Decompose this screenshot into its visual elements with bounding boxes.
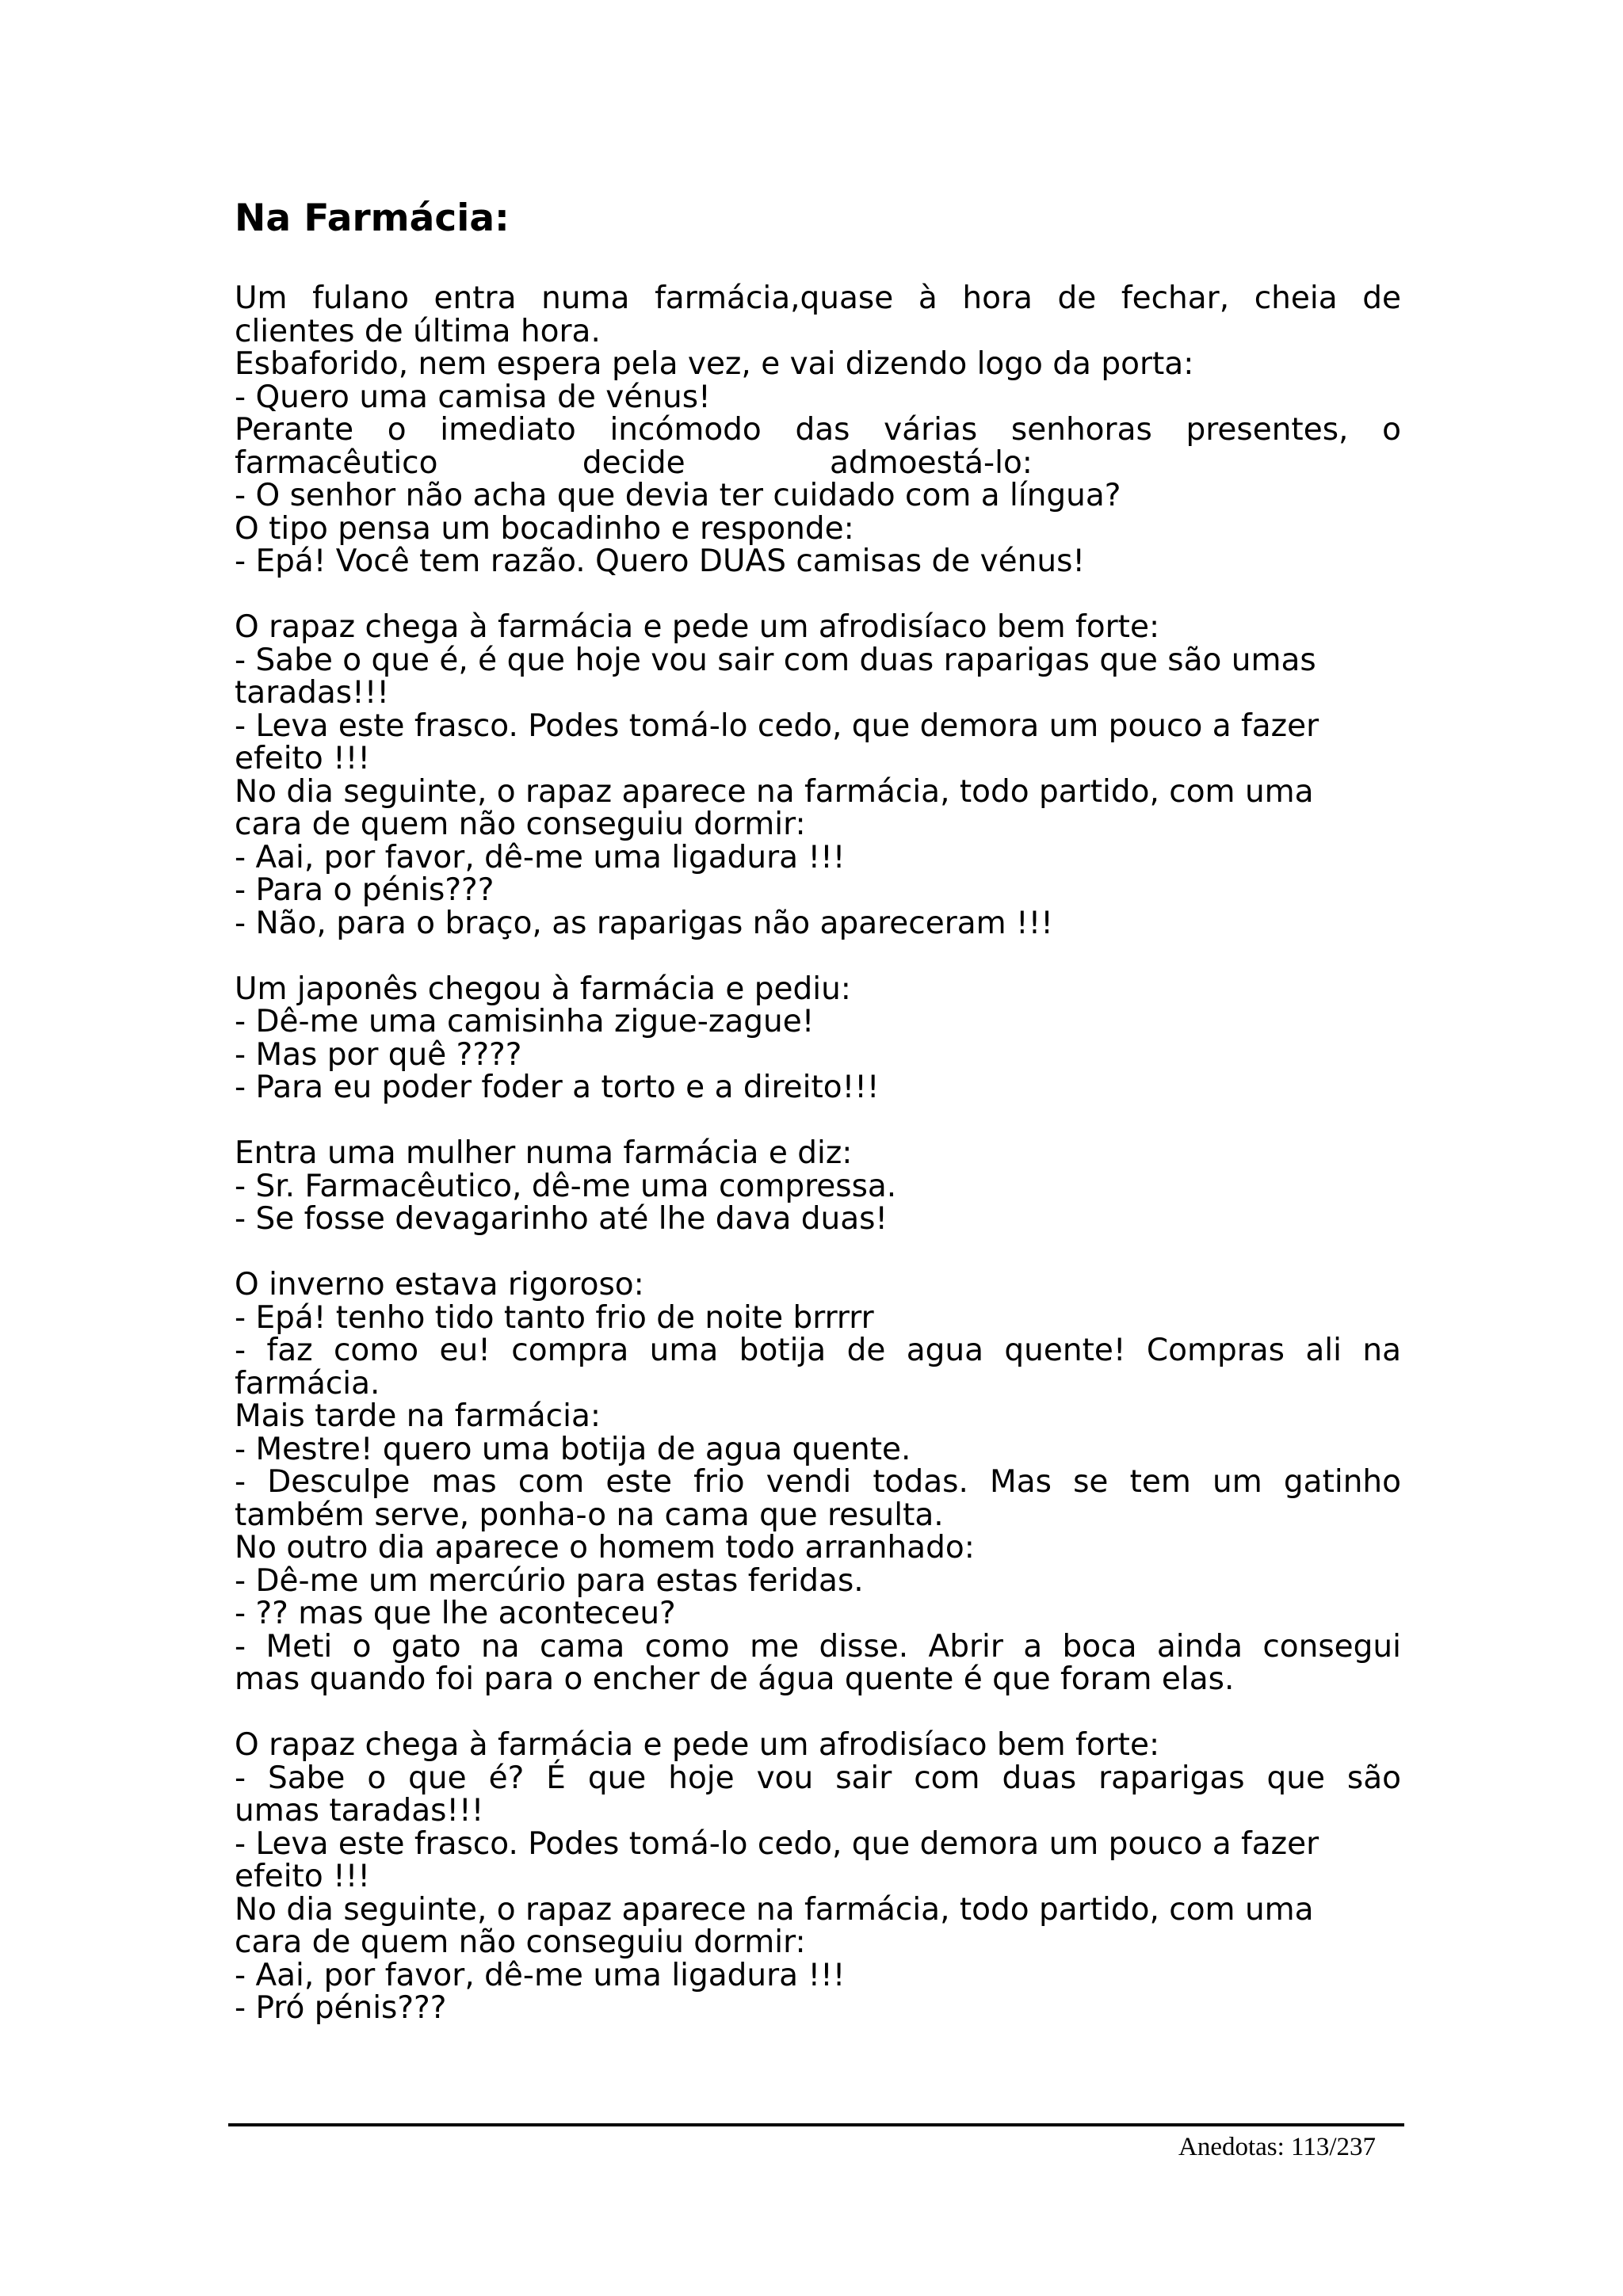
document-body: [235, 282, 1401, 2025]
text-line: - Mestre! quero uma botija de agua quente.: [235, 1431, 911, 1467]
joke-paragraph: [235, 973, 1401, 1104]
text-line: - ?? mas que lhe aconteceu?: [235, 1596, 676, 1631]
joke-paragraph: [235, 611, 1401, 940]
text-line: - faz como eu! compra uma botija de agua quente! Compras ali na: [235, 1333, 1401, 1368]
text-line: Um fulano entra numa farmácia,quase à hora de fechar, cheia de: [235, 280, 1401, 316]
text-line: - Aai, por favor, dê-me uma ligadura !!!: [235, 839, 846, 875]
text-line: mas quando foi para o encher de água quente é que foram elas.: [235, 1661, 1235, 1697]
paragraph-gap: [235, 1236, 1401, 1269]
paragraph-gap: [235, 1696, 1401, 1730]
page-title: Na Farmácia:: [235, 196, 510, 240]
text-line: Um japonês chegou à farmácia e pediu:: [235, 971, 851, 1007]
text-line: - Para o pénis???: [235, 872, 495, 908]
text-line: efeito !!!: [235, 1859, 371, 1894]
text-line: - Quero uma camisa de vénus!: [235, 379, 711, 415]
text-line: O inverno estava rigoroso:: [235, 1267, 644, 1302]
text-line: O rapaz chega à farmácia e pede um afrodisíaco bem forte:: [235, 1727, 1160, 1763]
text-line: clientes de última hora.: [235, 313, 601, 349]
text-line: taradas!!!: [235, 675, 389, 711]
joke-paragraph: [235, 282, 1401, 578]
text-line: - Epá! tenho tido tanto frio de noite brrrrr: [235, 1299, 874, 1336]
text-line: - Dê-me uma camisinha zigue-zague!: [235, 1004, 815, 1039]
text-line: - Mas por quê ????: [235, 1036, 522, 1073]
text-line: No dia seguinte, o rapaz aparece na farmácia, todo partido, com uma: [235, 1891, 1314, 1928]
text-line: O tipo pensa um bocadinho e responde:: [235, 510, 854, 547]
text-line: - Sr. Farmacêutico, dê-me uma compressa.: [235, 1168, 897, 1204]
text-line: farmacêutico decide admoestá-lo:: [235, 444, 1033, 481]
text-line: - Sabe o que é, é que hoje vou sair com duas raparigas que são umas: [235, 642, 1316, 678]
text-line: farmácia.: [235, 1365, 380, 1402]
text-line: - Sabe o que é? É que hoje vou sair com duas raparigas que são: [235, 1760, 1401, 1796]
text-line: umas taradas!!!: [235, 1793, 484, 1829]
text-line: - Pró pénis???: [235, 1990, 447, 2026]
text-line: - Aai, por favor, dê-me uma ligadura !!!: [235, 1957, 846, 1993]
text-line: - Não, para o braço, as raparigas não apareceram !!!: [235, 905, 1053, 941]
text-line: - Epá! Você tem razão. Quero DUAS camisas de vénus!: [235, 543, 1086, 579]
text-line: também serve, ponha-o na cama que resulta.: [235, 1497, 944, 1533]
text-line: No dia seguinte, o rapaz aparece na farmácia, todo partido, com uma: [235, 773, 1314, 810]
text-line: Mais tarde na farmácia:: [235, 1398, 601, 1434]
text-line: - Leva este frasco. Podes tomá-lo cedo, que demora um pouco a fazer: [235, 707, 1319, 744]
text-line: Perante o imediato incómodo das várias senhoras presentes, o: [235, 412, 1401, 448]
paragraph-gap: [235, 578, 1401, 612]
text-line: cara de quem não conseguiu dormir:: [235, 1924, 806, 1960]
text-line: - O senhor não acha que devia ter cuidado com a língua?: [235, 478, 1121, 513]
text-line: - Meti o gato na cama como me disse. Abrir a boca ainda consegui: [235, 1628, 1401, 1665]
text-line: efeito !!!: [235, 741, 371, 776]
text-line: - Dê-me um mercúrio para estas feridas.: [235, 1562, 864, 1599]
joke-paragraph: [235, 1137, 1401, 1236]
text-line: - Leva este frasco. Podes tomá-lo cedo, que demora um pouco a fazer: [235, 1825, 1319, 1862]
text-line: O rapaz chega à farmácia e pede um afrodisíaco bem forte:: [235, 609, 1160, 645]
paragraph-gap: [235, 940, 1401, 973]
joke-paragraph: [235, 1729, 1401, 2025]
paragraph-gap: [235, 1104, 1401, 1138]
footer-rule: [228, 2123, 1404, 2126]
text-line: cara de quem não conseguiu dormir:: [235, 807, 806, 842]
text-line: - Para eu poder foder a torto e a direito!!!: [235, 1070, 880, 1105]
text-line: - Desculpe mas com este frio vendi todas. Mas se tem um gatinho: [235, 1464, 1401, 1500]
joke-paragraph: [235, 1268, 1401, 1696]
text-line: - Se fosse devagarinho até lhe dava duas!: [235, 1201, 888, 1237]
text-line: No outro dia aparece o homem todo arranhado:: [235, 1530, 975, 1566]
text-line: Esbaforido, nem espera pela vez, e vai dizendo logo da porta:: [235, 346, 1194, 382]
text-line: Entra uma mulher numa farmácia e diz:: [235, 1135, 853, 1171]
page-footer: Anedotas: 113/237: [1178, 2133, 1376, 2161]
